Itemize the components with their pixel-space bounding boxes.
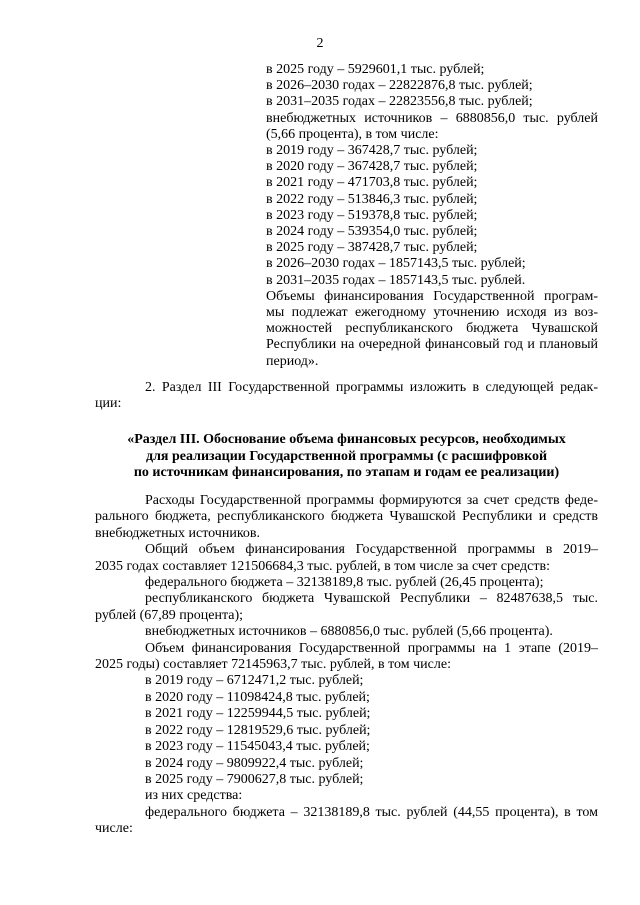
list-item: в 2024 году – 9809922,4 тыс. рублей; <box>145 755 364 771</box>
text-line: республиканского бюджета Чувашской Республики – 82487638,5 тыс. <box>145 591 598 607</box>
text-line: можностей республиканского бюджета Чувашской <box>266 321 598 337</box>
text-line: рального бюджета, республиканского бюджета Чувашской Республики и средств <box>95 509 598 525</box>
heading-line: «Раздел III. Обоснование объема финансовых ресурсов, необходимых <box>127 432 566 447</box>
text-line: внебюджетных источников – 6880856,0 тыс. рублей (5,66 процента). <box>145 624 553 640</box>
list-item: в 2021 году – 12259944,5 тыс. рублей; <box>145 706 371 722</box>
funding-block <box>266 62 598 370</box>
text-line: в 2025 году – 5929601,1 тыс. рублей; <box>266 62 485 77</box>
text-line: Расходы Государственной программы формируются за счет средств феде- <box>145 493 598 508</box>
text-line: 2035 годах составляет 121506684,3 тыс. рублей, в том числе за счет средств: <box>95 558 550 574</box>
text-line: числе: <box>95 821 133 837</box>
text-line: внебюджетных источников. <box>95 525 261 541</box>
text-line: в 2024 году – 539354,0 тыс. рублей; <box>266 224 478 240</box>
list-item: в 2022 году – 12819529,6 тыс. рублей; <box>145 722 371 738</box>
text-line: в 2025 году – 387428,7 тыс. рублей; <box>266 240 478 256</box>
heading-line: по источникам финансирования, по этапам и годам ее реализации) <box>133 465 560 481</box>
text-line: в 2031–2035 годах – 1857143,5 тыс. рублей. <box>266 272 526 288</box>
text-line: период». <box>266 353 319 369</box>
text-line: из них средства: <box>145 788 243 804</box>
text-line: Республики на очередной финансовый год и плановый <box>266 337 598 353</box>
text-line: 2025 годы) составляет 72145963,7 тыс. рублей, в том числе: <box>95 657 451 673</box>
text-line: Объем финансирования Государственной программы на 1 этапе (2019– <box>145 640 598 656</box>
text-line: в 2026–2030 годах – 22822876,8 тыс. рублей; <box>266 78 533 94</box>
list-item: в 2025 году – 7900627,8 тыс. рублей; <box>145 771 364 787</box>
text-line: в 2026–2030 годах – 1857143,5 тыс. рублей; <box>266 256 526 272</box>
text-line: Общий объем финансирования Государственной программы в 2019– <box>145 542 598 558</box>
list-item: в 2020 году – 11098424,8 тыс. рублей; <box>145 689 370 705</box>
text-line: в 2023 году – 519378,8 тыс. рублей; <box>266 207 478 223</box>
text-line: федерального бюджета – 32138189,8 тыс. рублей (26,45 процента); <box>145 575 544 591</box>
text-line: в 2020 году – 367428,7 тыс. рублей; <box>266 159 478 175</box>
heading-line: для реализации Государственной программы (с расшифровкой <box>145 448 548 464</box>
text-line: 2. Раздел III Государственной программы изложить в следующей редак- <box>145 380 598 395</box>
text-line: мы подлежат ежегодному уточнению исходя из воз- <box>266 305 598 321</box>
page-number: 2 <box>316 36 324 51</box>
list-item: в 2023 году – 11545043,4 тыс. рублей; <box>145 739 370 755</box>
text-line: Объемы финансирования Государственной програм- <box>266 288 598 304</box>
text-line: в 2031–2035 годах – 22823556,8 тыс. рублей; <box>266 94 533 110</box>
text-line: ции: <box>95 396 122 412</box>
text-line: внебюджетных источников – 6880856,0 тыс. рублей <box>266 110 598 126</box>
main-text <box>95 493 598 838</box>
text-line: в 2022 году – 513846,3 тыс. рублей; <box>266 191 478 207</box>
text-line: федерального бюджета – 32138189,8 тыс. рублей (44,55 процента), в том <box>145 804 598 820</box>
text-line: в 2021 году – 471703,8 тыс. рублей; <box>266 175 478 191</box>
text-line: (5,66 процента), в том числе: <box>266 126 439 142</box>
section-heading <box>95 432 598 482</box>
text-line: рублей (67,89 процента); <box>95 607 244 623</box>
item-2-paragraph <box>95 380 598 413</box>
text-line: в 2019 году – 367428,7 тыс. рублей; <box>266 143 478 159</box>
list-item: в 2019 году – 6712471,2 тыс. рублей; <box>145 673 364 689</box>
